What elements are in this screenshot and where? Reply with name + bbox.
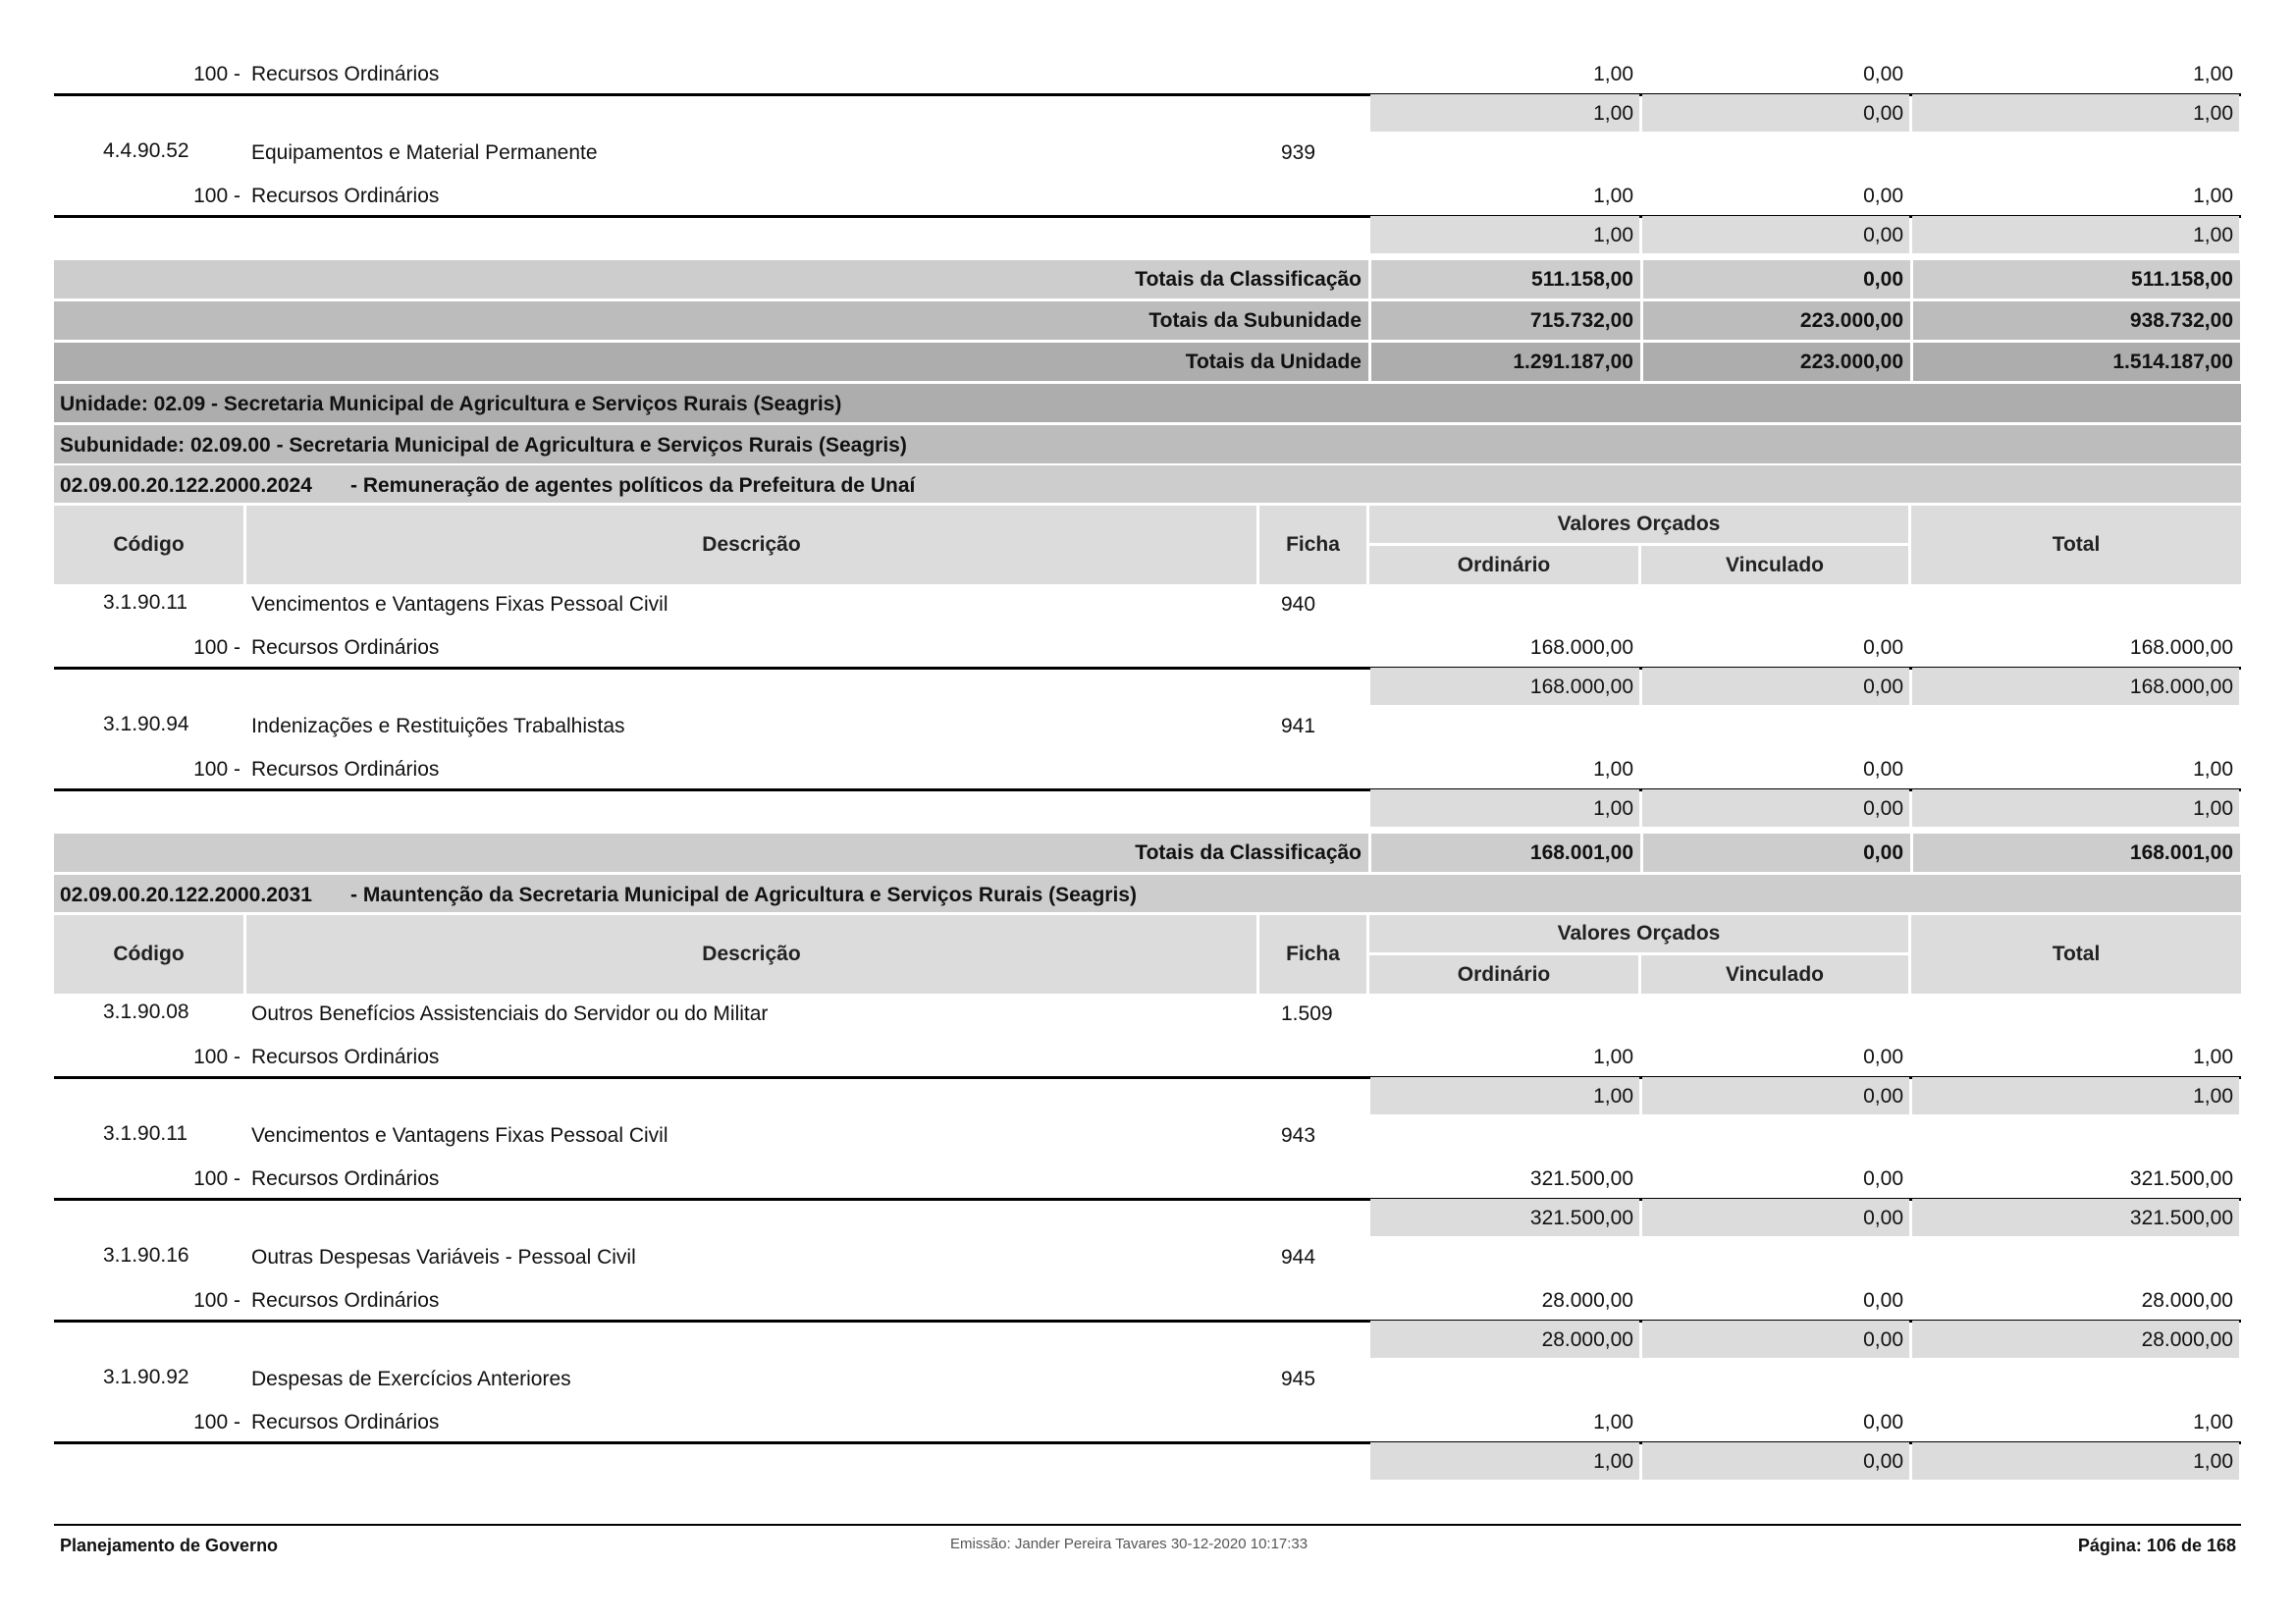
element-description: Despesas de Exercícios Anteriores	[251, 1368, 571, 1390]
acao-code: 02.09.00.20.122.2000.2031	[60, 884, 312, 906]
value-total: 1,00	[2193, 797, 2233, 820]
element-code: 3.1.90.16	[103, 1244, 189, 1267]
totals-row-0-label: Totais da Classificação	[1135, 268, 1362, 291]
unidade-title: Unidade: 02.09 - Secretaria Municipal de Agricultura e Serviços Rurais (Seagris)	[60, 393, 842, 415]
value-ordinario: 1,00	[1593, 63, 1633, 85]
header-ordinario: Ordinário	[1369, 955, 1638, 994]
value-total: 168.000,00	[2129, 676, 2233, 698]
ficha-number: 1.509	[1281, 1002, 1333, 1025]
value-vinculado: 0,00	[1863, 63, 1903, 85]
fonte-description: Recursos Ordinários	[251, 1167, 440, 1190]
fonte-description: Recursos Ordinários	[251, 63, 440, 85]
element-description: Vencimentos e Vantagens Fixas Pessoal Civil	[251, 1124, 668, 1147]
value-total: 321.500,00	[2129, 1167, 2233, 1190]
fonte-code: 100 -	[193, 63, 240, 85]
value-vinculado: 0,00	[1863, 1046, 1903, 1068]
element-description: Vencimentos e Vantagens Fixas Pessoal Civil	[251, 593, 668, 616]
fonte-description: Recursos Ordinários	[251, 1411, 440, 1434]
value-ordinario: 1,00	[1593, 797, 1633, 820]
footer-left: Planejamento de Governo	[60, 1536, 279, 1555]
value-total: 1,00	[2193, 1046, 2233, 1068]
value-ordinario: 1,00	[1593, 185, 1633, 207]
element-code: 3.1.90.94	[103, 713, 189, 735]
element-description: Equipamentos e Material Permanente	[251, 141, 598, 164]
totals-row-2-total: 1.514.187,00	[2112, 351, 2233, 373]
fonte-code: 100 -	[193, 1411, 240, 1434]
fonte-code: 100 -	[193, 1289, 240, 1312]
value-ordinario: 28.000,00	[1541, 1289, 1633, 1312]
value-vinculado: 0,00	[1863, 1085, 1903, 1108]
value-vinculado: 0,00	[1863, 636, 1903, 659]
ficha-number: 944	[1281, 1246, 1316, 1269]
value-ordinario: 1,00	[1593, 1085, 1633, 1108]
value-total: 1,00	[2193, 102, 2233, 125]
footer-emission: Emissão: Jander Pereira Tavares 30-12-2020 10:17:33	[950, 1536, 1308, 1552]
footer-page-number: Página: 106 de 168	[2077, 1536, 2236, 1555]
header-ficha: Ficha	[1259, 506, 1366, 584]
totals-row-0-total: 511.158,00	[2131, 268, 2233, 291]
ficha-number: 945	[1281, 1368, 1316, 1390]
fonte-code: 100 -	[193, 185, 240, 207]
totals-row-2-label: Totais da Unidade	[1185, 351, 1362, 373]
ficha-number: 940	[1281, 593, 1316, 616]
value-ordinario: 168.000,00	[1529, 676, 1633, 698]
element-code: 4.4.90.52	[103, 139, 189, 162]
footer-divider	[54, 1524, 2241, 1526]
value-vinculado: 0,00	[1863, 676, 1903, 698]
element-code: 3.1.90.08	[103, 1001, 189, 1023]
ficha-number: 943	[1281, 1124, 1316, 1147]
value-vinculado: 0,00	[1863, 1167, 1903, 1190]
ficha-number: 941	[1281, 715, 1316, 737]
acao-code: 02.09.00.20.122.2000.2024	[60, 474, 312, 497]
value-ordinario: 1,00	[1593, 1411, 1633, 1434]
fonte-description: Recursos Ordinários	[251, 636, 440, 659]
fonte-code: 100 -	[193, 758, 240, 781]
value-total: 1,00	[2193, 63, 2233, 85]
fonte-description: Recursos Ordinários	[251, 1289, 440, 1312]
value-vinculado: 0,00	[1863, 758, 1903, 781]
value-vinculado: 0,00	[1863, 102, 1903, 125]
value-ordinario: 28.000,00	[1541, 1328, 1633, 1351]
value-vinculado: 0,00	[1863, 1289, 1903, 1312]
header-vinculado: Vinculado	[1641, 955, 1908, 994]
ficha-number: 939	[1281, 141, 1316, 164]
header-valores-orcados: Valores Orçados	[1369, 915, 1908, 952]
element-description: Outros Benefícios Assistenciais do Servidor ou do Militar	[251, 1002, 769, 1025]
value-total: 1,00	[2193, 185, 2233, 207]
totals-row-1-label: Totais da Subunidade	[1148, 309, 1362, 332]
element-code: 3.1.90.11	[103, 591, 188, 614]
value-vinculado: 0,00	[1863, 185, 1903, 207]
value-vinculado: 0,00	[1863, 797, 1903, 820]
fonte-code: 100 -	[193, 636, 240, 659]
subunidade-title: Subunidade: 02.09.00 - Secretaria Municipal de Agricultura e Serviços Rurais (Seagris)	[60, 434, 907, 457]
header-vinculado: Vinculado	[1641, 546, 1908, 584]
totals-row-2-vinculado: 223.000,00	[1799, 351, 1903, 373]
fonte-description: Recursos Ordinários	[251, 185, 440, 207]
header-total: Total	[1911, 915, 2241, 994]
acao-title: - Remuneração de agentes políticos da Prefeitura de Unaí	[350, 474, 916, 497]
header-valores-orcados: Valores Orçados	[1369, 506, 1908, 543]
value-ordinario: 1,00	[1593, 758, 1633, 781]
value-vinculado: 0,00	[1863, 1450, 1903, 1473]
header-codigo: Código	[54, 506, 243, 584]
totals-row-0-ordinario: 511.158,00	[1531, 268, 1633, 291]
acao1-totals-vinculado: 0,00	[1863, 841, 1903, 864]
value-total: 1,00	[2193, 758, 2233, 781]
value-total: 28.000,00	[2141, 1289, 2233, 1312]
value-vinculado: 0,00	[1863, 1411, 1903, 1434]
value-ordinario: 1,00	[1593, 1450, 1633, 1473]
value-ordinario: 321.500,00	[1529, 1167, 1633, 1190]
fonte-description: Recursos Ordinários	[251, 758, 440, 781]
value-ordinario: 321.500,00	[1529, 1207, 1633, 1229]
header-descricao: Descrição	[246, 506, 1256, 584]
value-vinculado: 0,00	[1863, 224, 1903, 246]
header-descricao: Descrição	[246, 915, 1256, 994]
header-ordinario: Ordinário	[1369, 546, 1638, 584]
acao1-totals-ordinario: 168.001,00	[1529, 841, 1633, 864]
value-vinculado: 0,00	[1863, 1328, 1903, 1351]
element-description: Outras Despesas Variáveis - Pessoal Civil	[251, 1246, 636, 1269]
element-code: 3.1.90.92	[103, 1366, 189, 1388]
value-total: 1,00	[2193, 1411, 2233, 1434]
value-total: 1,00	[2193, 1085, 2233, 1108]
value-ordinario: 1,00	[1593, 224, 1633, 246]
value-total: 1,00	[2193, 224, 2233, 246]
totals-row-1-ordinario: 715.732,00	[1529, 309, 1633, 332]
value-total: 28.000,00	[2141, 1328, 2233, 1351]
header-total: Total	[1911, 506, 2241, 584]
fonte-code: 100 -	[193, 1167, 240, 1190]
totals-row-0-vinculado: 0,00	[1863, 268, 1903, 291]
acao-title: - Mauntenção da Secretaria Municipal de Agricultura e Serviços Rurais (Seagris)	[350, 884, 1137, 906]
acao1-totals-label: Totais da Classificação	[1135, 841, 1362, 864]
value-vinculado: 0,00	[1863, 1207, 1903, 1229]
element-code: 3.1.90.11	[103, 1122, 188, 1145]
value-ordinario: 1,00	[1593, 102, 1633, 125]
totals-row-1-total: 938.732,00	[2129, 309, 2233, 332]
value-total: 168.000,00	[2129, 636, 2233, 659]
fonte-code: 100 -	[193, 1046, 240, 1068]
element-description: Indenizações e Restituições Trabalhistas	[251, 715, 625, 737]
totals-row-1-vinculado: 223.000,00	[1799, 309, 1903, 332]
totals-row-2-ordinario: 1.291.187,00	[1513, 351, 1633, 373]
acao1-totals-total: 168.001,00	[2129, 841, 2233, 864]
fonte-description: Recursos Ordinários	[251, 1046, 440, 1068]
value-ordinario: 1,00	[1593, 1046, 1633, 1068]
value-total: 1,00	[2193, 1450, 2233, 1473]
header-codigo: Código	[54, 915, 243, 994]
header-ficha: Ficha	[1259, 915, 1366, 994]
value-total: 321.500,00	[2129, 1207, 2233, 1229]
value-ordinario: 168.000,00	[1529, 636, 1633, 659]
